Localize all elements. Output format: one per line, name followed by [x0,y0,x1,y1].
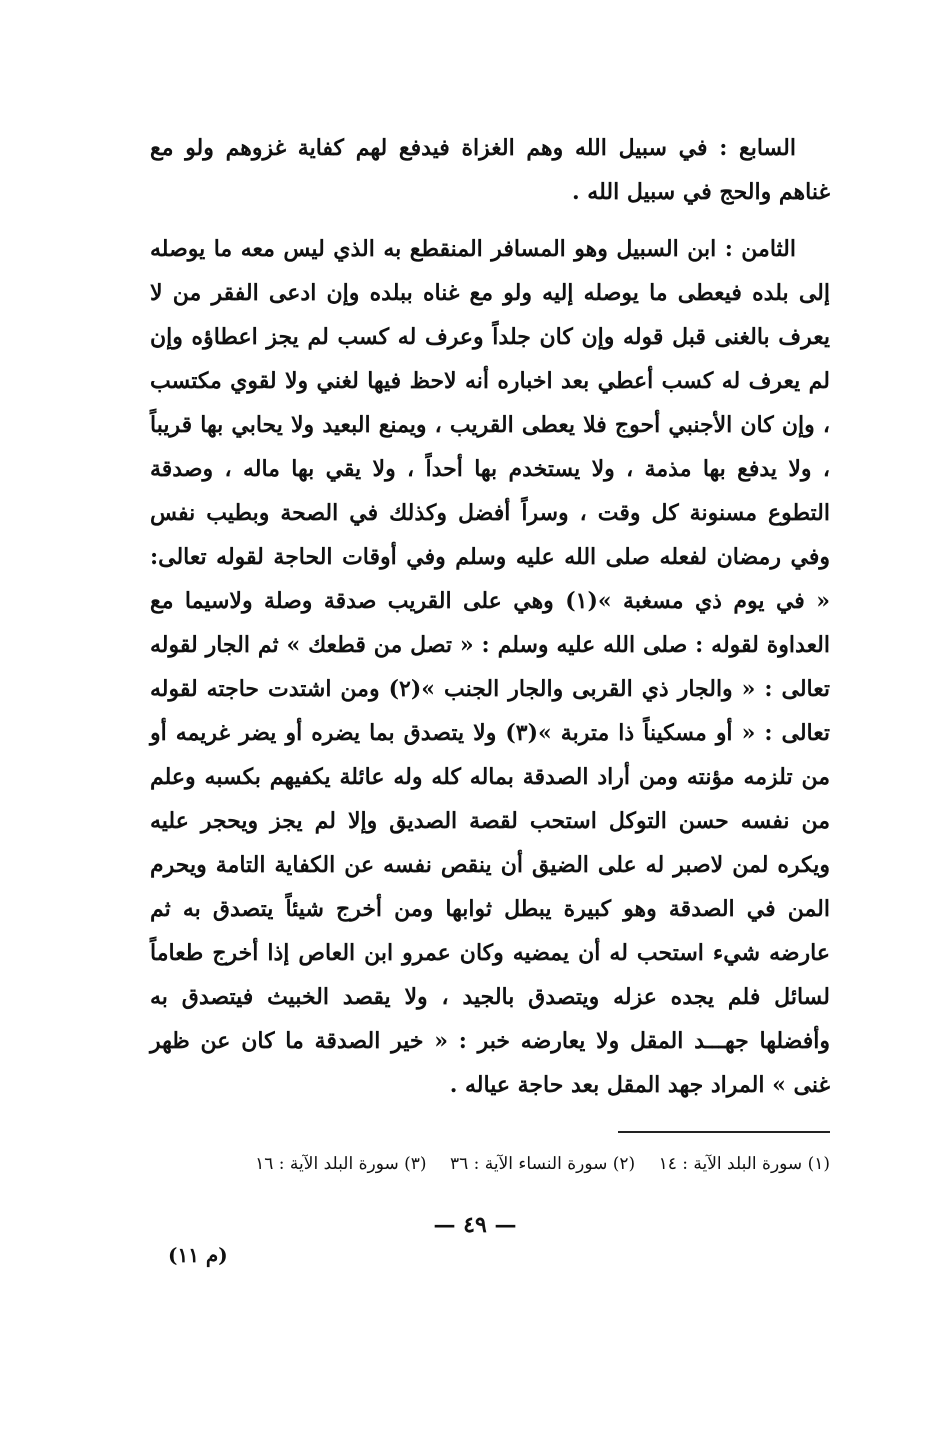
main-text [150,126,830,1107]
page-number: — ٤٩ — [433,1212,517,1238]
paragraph-al-sabi: السابع : في سبيل الله وهم الغزاة فيدفع لهم كفاية غزوهم ولو مع غناهم والحج في سبيل الله . [150,135,830,205]
footnote-divider [618,1131,830,1133]
footnote-1: (١) سورة البلد الآية : ١٤ [658,1154,830,1174]
footnote-2: (٢) سورة النساء الآية : ٣٦ [449,1154,636,1174]
signature-mark: (م ١١) [168,1243,228,1267]
paragraph-al-thamin: الثامن : ابن السبيل وهو المسافر المنقطع به الذي ليس معه ما يوصله إلى بلده فيعطى ما يوصله إليه ولو مع غناه ببلده وإن ادعى الفقر من لا يعرف بالغنى قبل قوله وإن كان جلداً وعرف له كسب لم يجز اعطاؤه وإن لم يعرف له كسب أعطي بعد اخباره أنه لاحظ فيها لغني ولا لقوي مكتسب ، وإن كان الأجنبي أحوج فلا يعطى القريب ، ويمنع البعيد ولا يحابي بها قريباً ، ولا يدفع بها مذمة ، ولا يستخدم بها أحداً ، ولا يقي بها ماله ، وصدقة التطوع مسنونة كل وقت ، وسراً أفضل وكذلك في الصحة وبطيب نفس وفي رمضان لفعله صلى الله عليه وسلم وفي أوقات الحاجة لقوله تعالى: « في يوم ذي مسغبة »(١) وهي على القريب صدقة وصلة ولاسيما مع العداوة لقوله : صلى الله عليه وسلم : « تصل من قطعك » ثم الجار لقوله تعالى : « والجار ذي القربى والجار الجنب »(٢) ومن اشتدت حاجته لقوله تعالى : « أو مسكيناً ذا متربة »(٣) ولا يتصدق بما يضره أو يضر غريمه أو من تلزمه مؤنته ومن أراد الصدقة بماله كله وله عائلة يكفيهم بكسبه وعلم من نفسه حسن التوكل استحب لقصة الصديق وإلا لم يجز ويحجر عليه ويكره لمن لاصبر له على الضيق أن ينقص نفسه عن الكفاية التامة ويحرم المن في الصدقة وهو كبيرة يبطل ثوابها ومن أخرج شيئاً يتصدق به ثم عارضه شيء استحب له أن يمضيه وكان عمرو ابن العاص إذا أخرج طعاماً لسائل فلم يجده عزله ويتصدق بالجيد ، ولا يقصد الخبيث فيتصدق به وأفضلها جهـــد المقل ولا يعارضه خبر : « خير الصدقة ما كان عن ظهر غنى » المراد جهد المقل بعد حاجة عياله . [150,236,831,1098]
footnote-3: (٣) سورة البلد الآية : ١٦ [255,1154,427,1174]
footnotes [150,1150,830,1178]
